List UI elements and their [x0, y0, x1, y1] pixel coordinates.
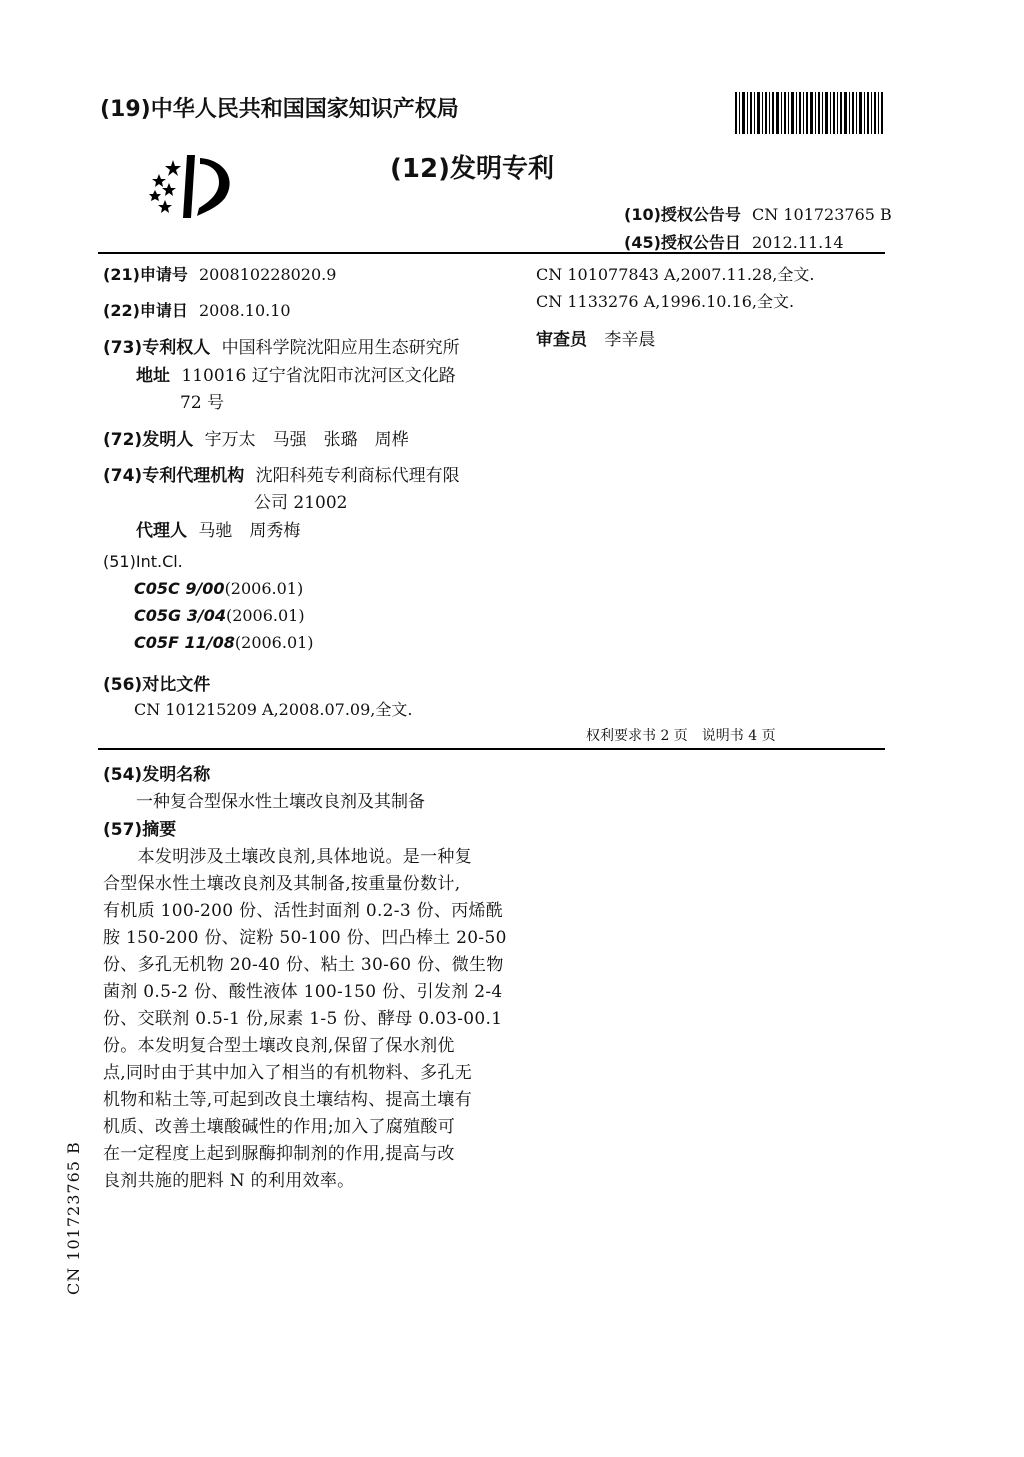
patentee: [103, 333, 460, 358]
agency-line2: 公司 21002: [254, 493, 348, 513]
agency-line1: 沈阳科苑专利商标代理有限: [255, 466, 460, 486]
agency-label: (74)专利代理机构: [103, 466, 245, 486]
abstract-label: (57)摘要: [103, 820, 177, 840]
intcl-item: [134, 579, 303, 598]
invention-title: 一种复合型保水性土壤改良剂及其制备: [136, 792, 425, 812]
intcl-code: C05G 3/04: [134, 606, 226, 625]
publication-date-label: (45)授权公告日: [624, 233, 741, 252]
abstract-line: 份。本发明复合型土壤改良剂,保留了保水剂优: [103, 1036, 455, 1056]
side-publication-number: CN 101723765 B: [64, 1141, 83, 1295]
address-line1: 110016 辽宁省沈阳市沈河区文化路: [181, 366, 456, 386]
address-line2: 72 号: [180, 393, 225, 413]
publication-date-value: 2012.11.14: [752, 233, 844, 252]
abstract-line: 合型保水性土壤改良剂及其制备,按重量份数计,: [103, 874, 461, 894]
examiner-label: 审查员: [536, 330, 587, 350]
examiner: [536, 325, 655, 350]
agent-label: 代理人: [136, 521, 187, 541]
reference-item: CN 101077843 A,2007.11.28,全文.: [536, 265, 815, 284]
address-label: 地址: [136, 366, 170, 386]
agent-value: 马驰 周秀梅: [198, 521, 301, 541]
inventors-value: 宇万太 马强 张璐 周桦: [204, 430, 409, 450]
invention-title-label: (54)发明名称: [103, 765, 211, 785]
abstract-line: 胺 150-200 份、淀粉 50-100 份、凹凸棒土 20-50: [103, 928, 507, 948]
abstract-line: 本发明涉及土壤改良剂,具体地说。是一种复: [103, 847, 473, 867]
intcl-label: (51)Int.Cl.: [103, 552, 183, 571]
abstract-line: 机物和粘土等,可起到改良土壤结构、提高土壤有: [103, 1090, 473, 1110]
publication-number-label: (10)授权公告号: [624, 205, 741, 224]
application-number-value: 200810228020.9: [199, 265, 337, 284]
barcode: [735, 92, 883, 134]
abstract-line: 有机质 100-200 份、活性封面剂 0.2-3 份、丙烯酰: [103, 901, 504, 921]
intcl-code: C05C 9/00: [134, 579, 225, 598]
address: [136, 361, 456, 386]
reference-item: CN 101215209 A,2008.07.09,全文.: [134, 700, 413, 719]
publication-number-value: CN 101723765 B: [752, 205, 892, 224]
agency: [103, 461, 460, 486]
application-date-value: 2008.10.10: [199, 301, 291, 320]
patentee-label: (73)专利权人: [103, 338, 211, 358]
intcl-version: (2006.01): [225, 606, 305, 625]
intcl-version: (2006.01): [224, 579, 304, 598]
abstract-line: 在一定程度上起到脲酶抑制剂的作用,提高与改: [103, 1144, 455, 1164]
intcl-version: (2006.01): [234, 633, 314, 652]
reference-item: CN 1133276 A,1996.10.16,全文.: [536, 292, 795, 311]
abstract-line: 份、多孔无机物 20-40 份、粘土 30-60 份、微生物: [103, 955, 504, 975]
abstract-line: 点,同时由于其中加入了相当的有机物料、多孔无: [103, 1063, 473, 1083]
application-number-label: (21)申请号: [103, 265, 188, 284]
section-divider: [98, 748, 885, 750]
document-type: (12)发明专利: [390, 154, 554, 184]
abstract-line: 机质、改善土壤酸碱性的作用;加入了腐殖酸可: [103, 1117, 456, 1137]
patentee-value: 中国科学院沈阳应用生态研究所: [221, 338, 460, 358]
header-divider: [98, 252, 885, 254]
intcl-item: [134, 633, 314, 652]
abstract-line: 菌剂 0.5-2 份、酸性液体 100-150 份、引发剂 2-4: [103, 982, 503, 1002]
abstract-line: 份、交联剂 0.5-1 份,尿素 1-5 份、酵母 0.03-00.1: [103, 1009, 503, 1029]
application-number: [103, 262, 336, 285]
references-label: (56)对比文件: [103, 675, 211, 695]
application-date-label: (22)申请日: [103, 301, 188, 320]
agent: [136, 516, 300, 541]
inventors-label: (72)发明人: [103, 430, 194, 450]
publication-number: [624, 202, 892, 225]
intcl-item: [134, 606, 305, 625]
page-counts: 权利要求书 2 页 说明书 4 页: [586, 728, 776, 744]
intcl-code: C05F 11/08: [134, 633, 235, 652]
abstract-line: 良剂共施的肥料 N 的利用效率。: [103, 1171, 355, 1191]
office-name: (19)中华人民共和国国家知识产权局: [100, 97, 459, 122]
inventors: [103, 425, 409, 450]
publication-date: [624, 230, 844, 253]
application-date: [103, 298, 291, 321]
patent-office-emblem: [145, 150, 240, 220]
examiner-value: 李辛晨: [604, 330, 656, 350]
